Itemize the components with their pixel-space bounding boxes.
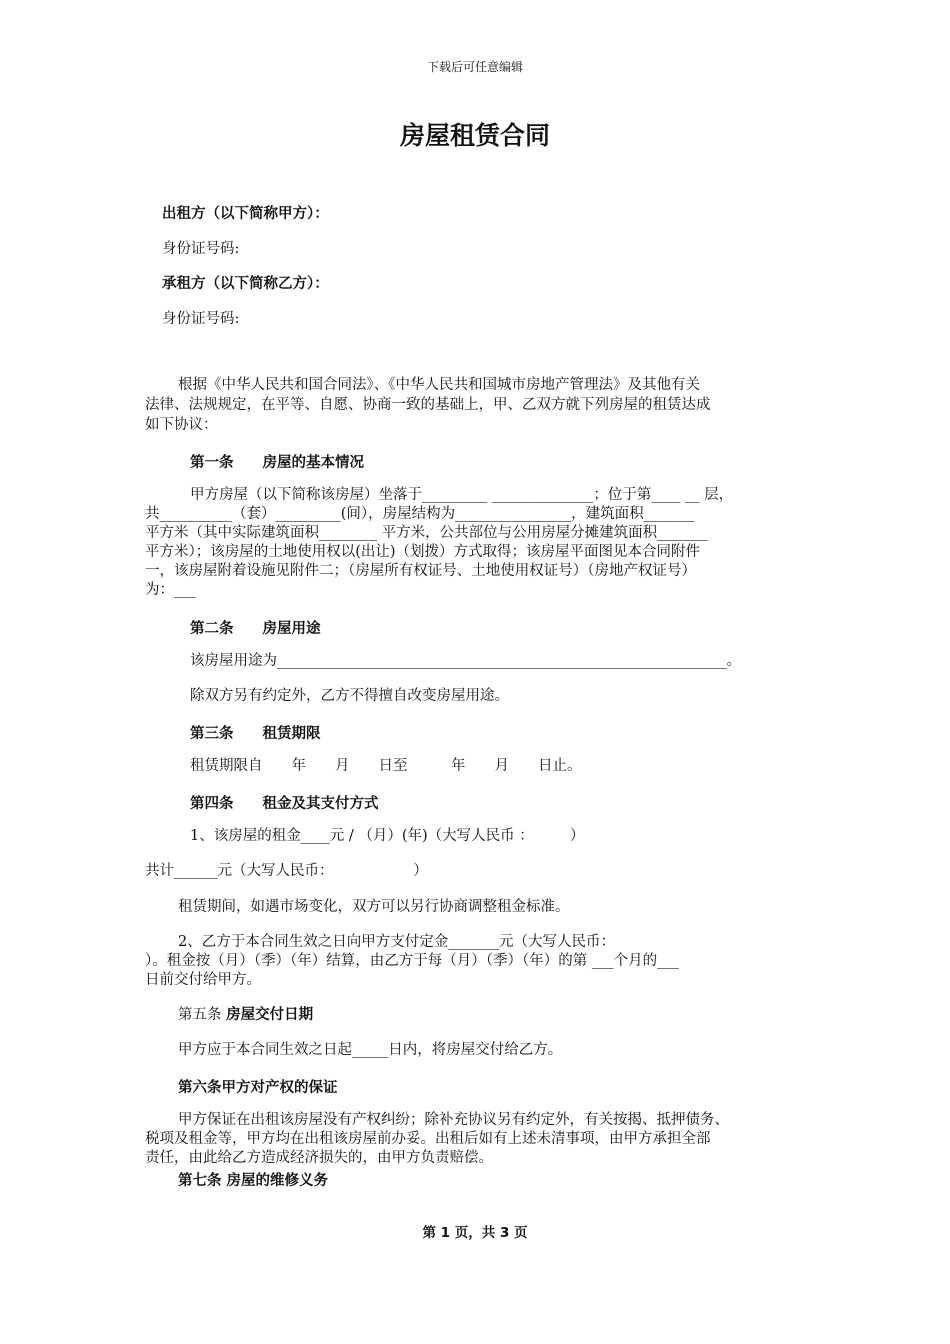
preamble-line: 根据《中华人民共和国合同法》、《中华人民共和国城市房地产管理法》及其他有关 [178,377,700,393]
article-1-line: 为：___ [145,582,196,598]
article-4-line: 租赁期间，如遇市场变化，双方可以另行协商调整租金标准。 [178,899,570,915]
article-4-line: 1、该房屋的租金____元 / （月）(年)（大写人民币 ： ） [190,828,585,844]
header-note: 下载后可任意编辑 [426,60,523,74]
preamble-line: 法律、法规规定，在平等、自愿、协商一致的基础上，甲、乙双方就下列房屋的租赁达成 [145,397,711,413]
article-5-line: 甲方应于本合同生效之日起_____日内，将房屋交付给乙方。 [178,1042,563,1058]
article-1-line: 甲方房屋（以下简称该房屋）坐落于_________ ______________；位于第____ __ 层， [190,487,734,503]
article-4-line: 共计______元（大写人民币： ） [145,863,428,879]
article-2-line: 除双方另有约定外，乙方不得擅自改变房屋用途。 [190,688,509,704]
article-4-line: ）。租金按（月）（季）（年）结算，由乙方于每（月）（季）（年）的第 ___个月的___ [145,953,679,969]
document-title: 房屋租赁合同 [399,121,550,150]
article-6-line: 甲方保证在出租该房屋没有产权纠纷；除补充协议另有约定外，有关按揭、抵押债务、 [178,1112,729,1128]
article-6-title: 第六条甲方对产权的保证 [178,1079,338,1096]
article-5-number: 第五条 [178,1007,227,1023]
lessee-id-label: 身份证号码: [162,311,240,327]
article-3-line: 租赁期限自 年 月 日至 年 月 日止。 [190,758,582,774]
article-4-line: 2、乙方于本合同生效之日向甲方支付定金_______元（大写人民币： [178,934,615,950]
article-5-title [178,1006,313,1024]
article-1-line: 共__________（套）_________(间），房屋结构为________________，建筑面积_______ [145,506,695,522]
article-1-line: 平方米（其中实际建筑面积________ 平方米，公共部位与公用房屋分摊建筑面积_______ [145,525,708,541]
article-7-title: 第七条 房屋的维修义务 [178,1172,329,1189]
article-1-title: 第一条 房屋的基本情况 [190,454,364,471]
article-1-line: 一，该房屋附着设施见附件二；（房屋所有权证号、土地使用权证号）（房地产权证号） [145,563,696,579]
article-2-title: 第二条 房屋用途 [190,620,321,637]
article-6-line: 税项及租金等，甲方均在出租该房屋前办妥。出租后如有上述未清事项，由甲方承担全部 [145,1131,711,1147]
article-1-line: 平方米）；该房屋的土地使用权以(出让)（划拨）方式取得；该房屋平面图见本合同附件 [145,544,701,560]
lessee-label: 承租方（以下简称乙方）： [162,276,329,292]
article-2-line: 该房屋用途为______________________________________________________________。 [190,653,741,669]
lessor-id-label: 身份证号码: [162,241,240,257]
article-4-line: 日前交付给甲方。 [145,972,261,988]
preamble-line: 如下协议： [145,417,218,433]
page-number: 第 1 页，共 3 页 [422,1225,528,1241]
article-4-title: 第四条 租金及其支付方式 [190,795,379,812]
article-6-line: 责任，由此给乙方造成经济损失的，由甲方负责赔偿。 [145,1150,493,1166]
lessor-label: 出租方（以下简称甲方）： [162,206,329,222]
article-3-title: 第三条 租赁期限 [190,725,321,742]
article-5-heading: 房屋交付日期 [226,1006,314,1023]
